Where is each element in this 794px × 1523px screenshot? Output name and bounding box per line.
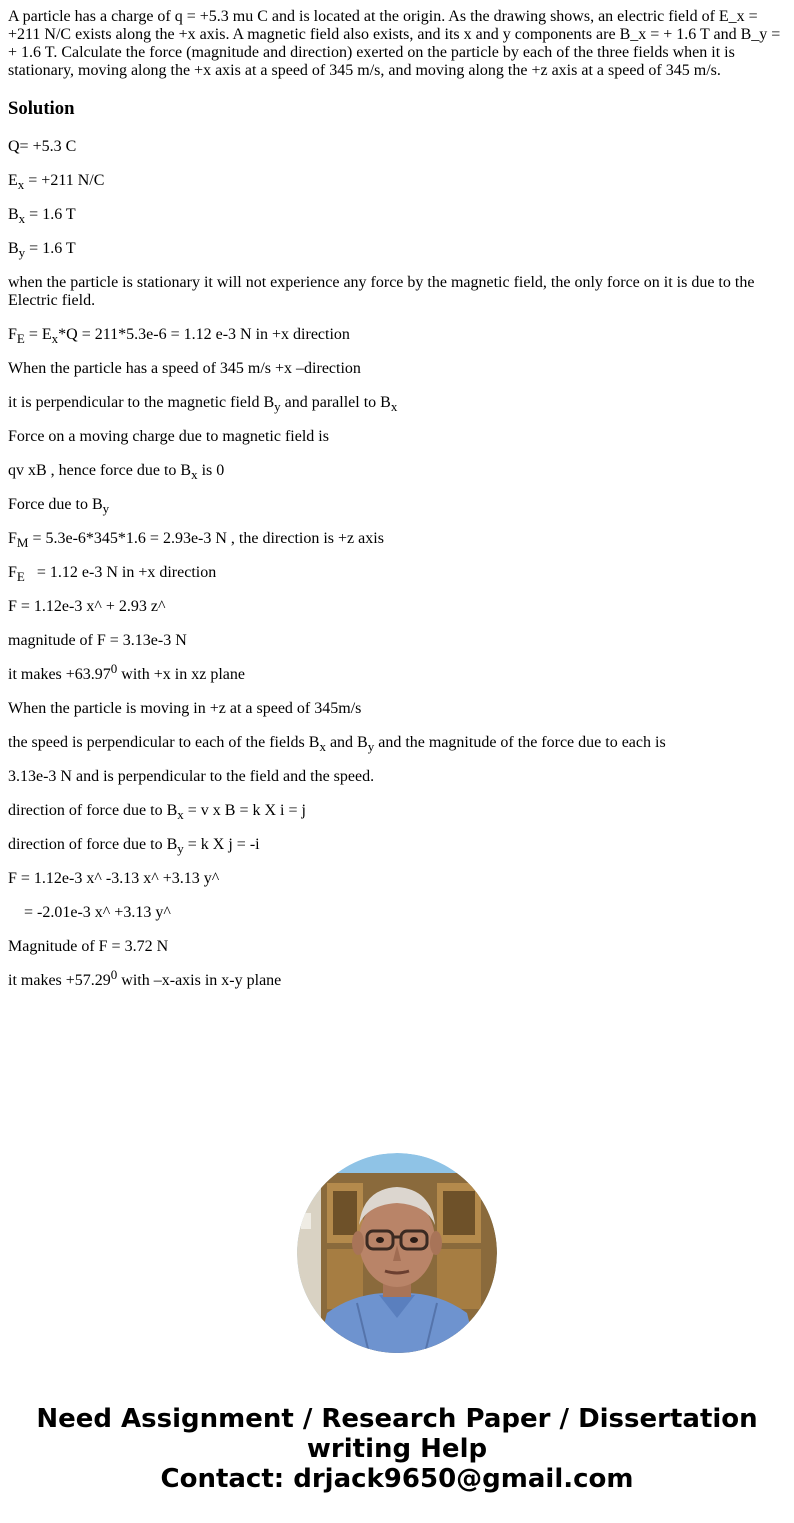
- magnitude-x-line: magnitude of F = 3.13e-3 N: [8, 632, 187, 649]
- stationary-note: when the particle is stationary it will not experience any force by the magnetic field, the only force on it is due to the Electric field.: [8, 274, 755, 309]
- by-line: $B_y = 1.6$ T: [8, 240, 76, 260]
- fm-line: $F_M = 5.3e-6*345*1.6 = 2.93e-3$ N , the direction is +z axis: [8, 530, 384, 550]
- direction-bx-line: direction of force due to $B_x = v$ x B = k X i = j: [8, 802, 306, 822]
- question-text: A particle has a charge of q = +5.3 mu C and is located at the origin. As the drawing shows, an electric field of E_x = +211 N/C exists along the +x axis. A magnetic field also exists, and its x and y components are B_x = + 1.6 T and B_y = + 1.6 T. Calculate the force (magnitude and direction) exerted on the particle by each of the three fields when it is stationary, moving along the +x axis at a speed of 345 m/s, and moving along the +z axis at a speed of 345 m/s.: [8, 8, 781, 79]
- avatar-photo: [297, 1153, 497, 1353]
- magnitude-each-line: 3.13e-3 N and is perpendicular to the field and the speed.: [8, 768, 375, 785]
- promo-line-1: Need Assignment / Research Paper / Dissertation: [36, 1404, 758, 1434]
- perpendicular-line: it is perpendicular to the magnetic field $B_y$ and parallel to $B_x$: [8, 394, 398, 414]
- force-moving-line: Force on a moving charge due to magnetic field is: [8, 428, 329, 445]
- speed-x-line: When the particle has a speed of 345 m/s +x –direction: [8, 360, 361, 377]
- document-body: [8, 8, 786, 1006]
- fe2-line: $F_E = 1.12$ e-3 N in +x direction: [8, 564, 217, 584]
- force-by-line: Force due to $B_y$: [8, 496, 110, 516]
- solution-heading: Solution: [8, 98, 75, 119]
- direction-by-line: direction of force due to $B_y = k$ X j = -i: [8, 836, 260, 856]
- qvxb-line: qv xB , hence force due to $B_x$ is 0: [8, 462, 225, 482]
- charge-line: Q= +5.3 C: [8, 138, 77, 155]
- ex-line: $E_x = +211$ N/C: [8, 172, 105, 192]
- moving-z-line: When the particle is moving in +z at a speed of 345m/s: [8, 700, 362, 717]
- promo-banner: [0, 1404, 794, 1494]
- f-total-z-line-2: = -2.01e-3 x^ +3.13 y^: [24, 904, 171, 921]
- magnitude-z-line: Magnitude of F = 3.72 N: [8, 938, 169, 955]
- f-total-z-line-1: F = 1.12e-3 x^ -3.13 x^ +3.13 y^: [8, 870, 220, 887]
- speed-perpendicular-line: the speed is perpendicular to each of the fields $B_x$ and $B_y$ and the magnitude of the force due to each is: [8, 734, 666, 754]
- fe-line: $F_E = E_x*Q = 211*5.3e-6 = 1.12$ e-3 N in +x direction: [8, 326, 350, 346]
- f-total-x-line: F = 1.12e-3 x^ + 2.93 z^: [8, 598, 166, 615]
- promo-contact: Contact: drjack9650@gmail.com: [160, 1464, 634, 1494]
- angle-z-line: it makes $+57.29^0$ with –x-axis in x-y plane: [8, 967, 282, 989]
- promo-line-2: writing Help: [306, 1434, 488, 1464]
- person-photo-icon: [297, 1153, 497, 1353]
- angle-x-line: it makes $+63.97^0$ with +x in xz plane: [8, 661, 245, 683]
- bx-line: $B_x = 1.6$ T: [8, 206, 76, 226]
